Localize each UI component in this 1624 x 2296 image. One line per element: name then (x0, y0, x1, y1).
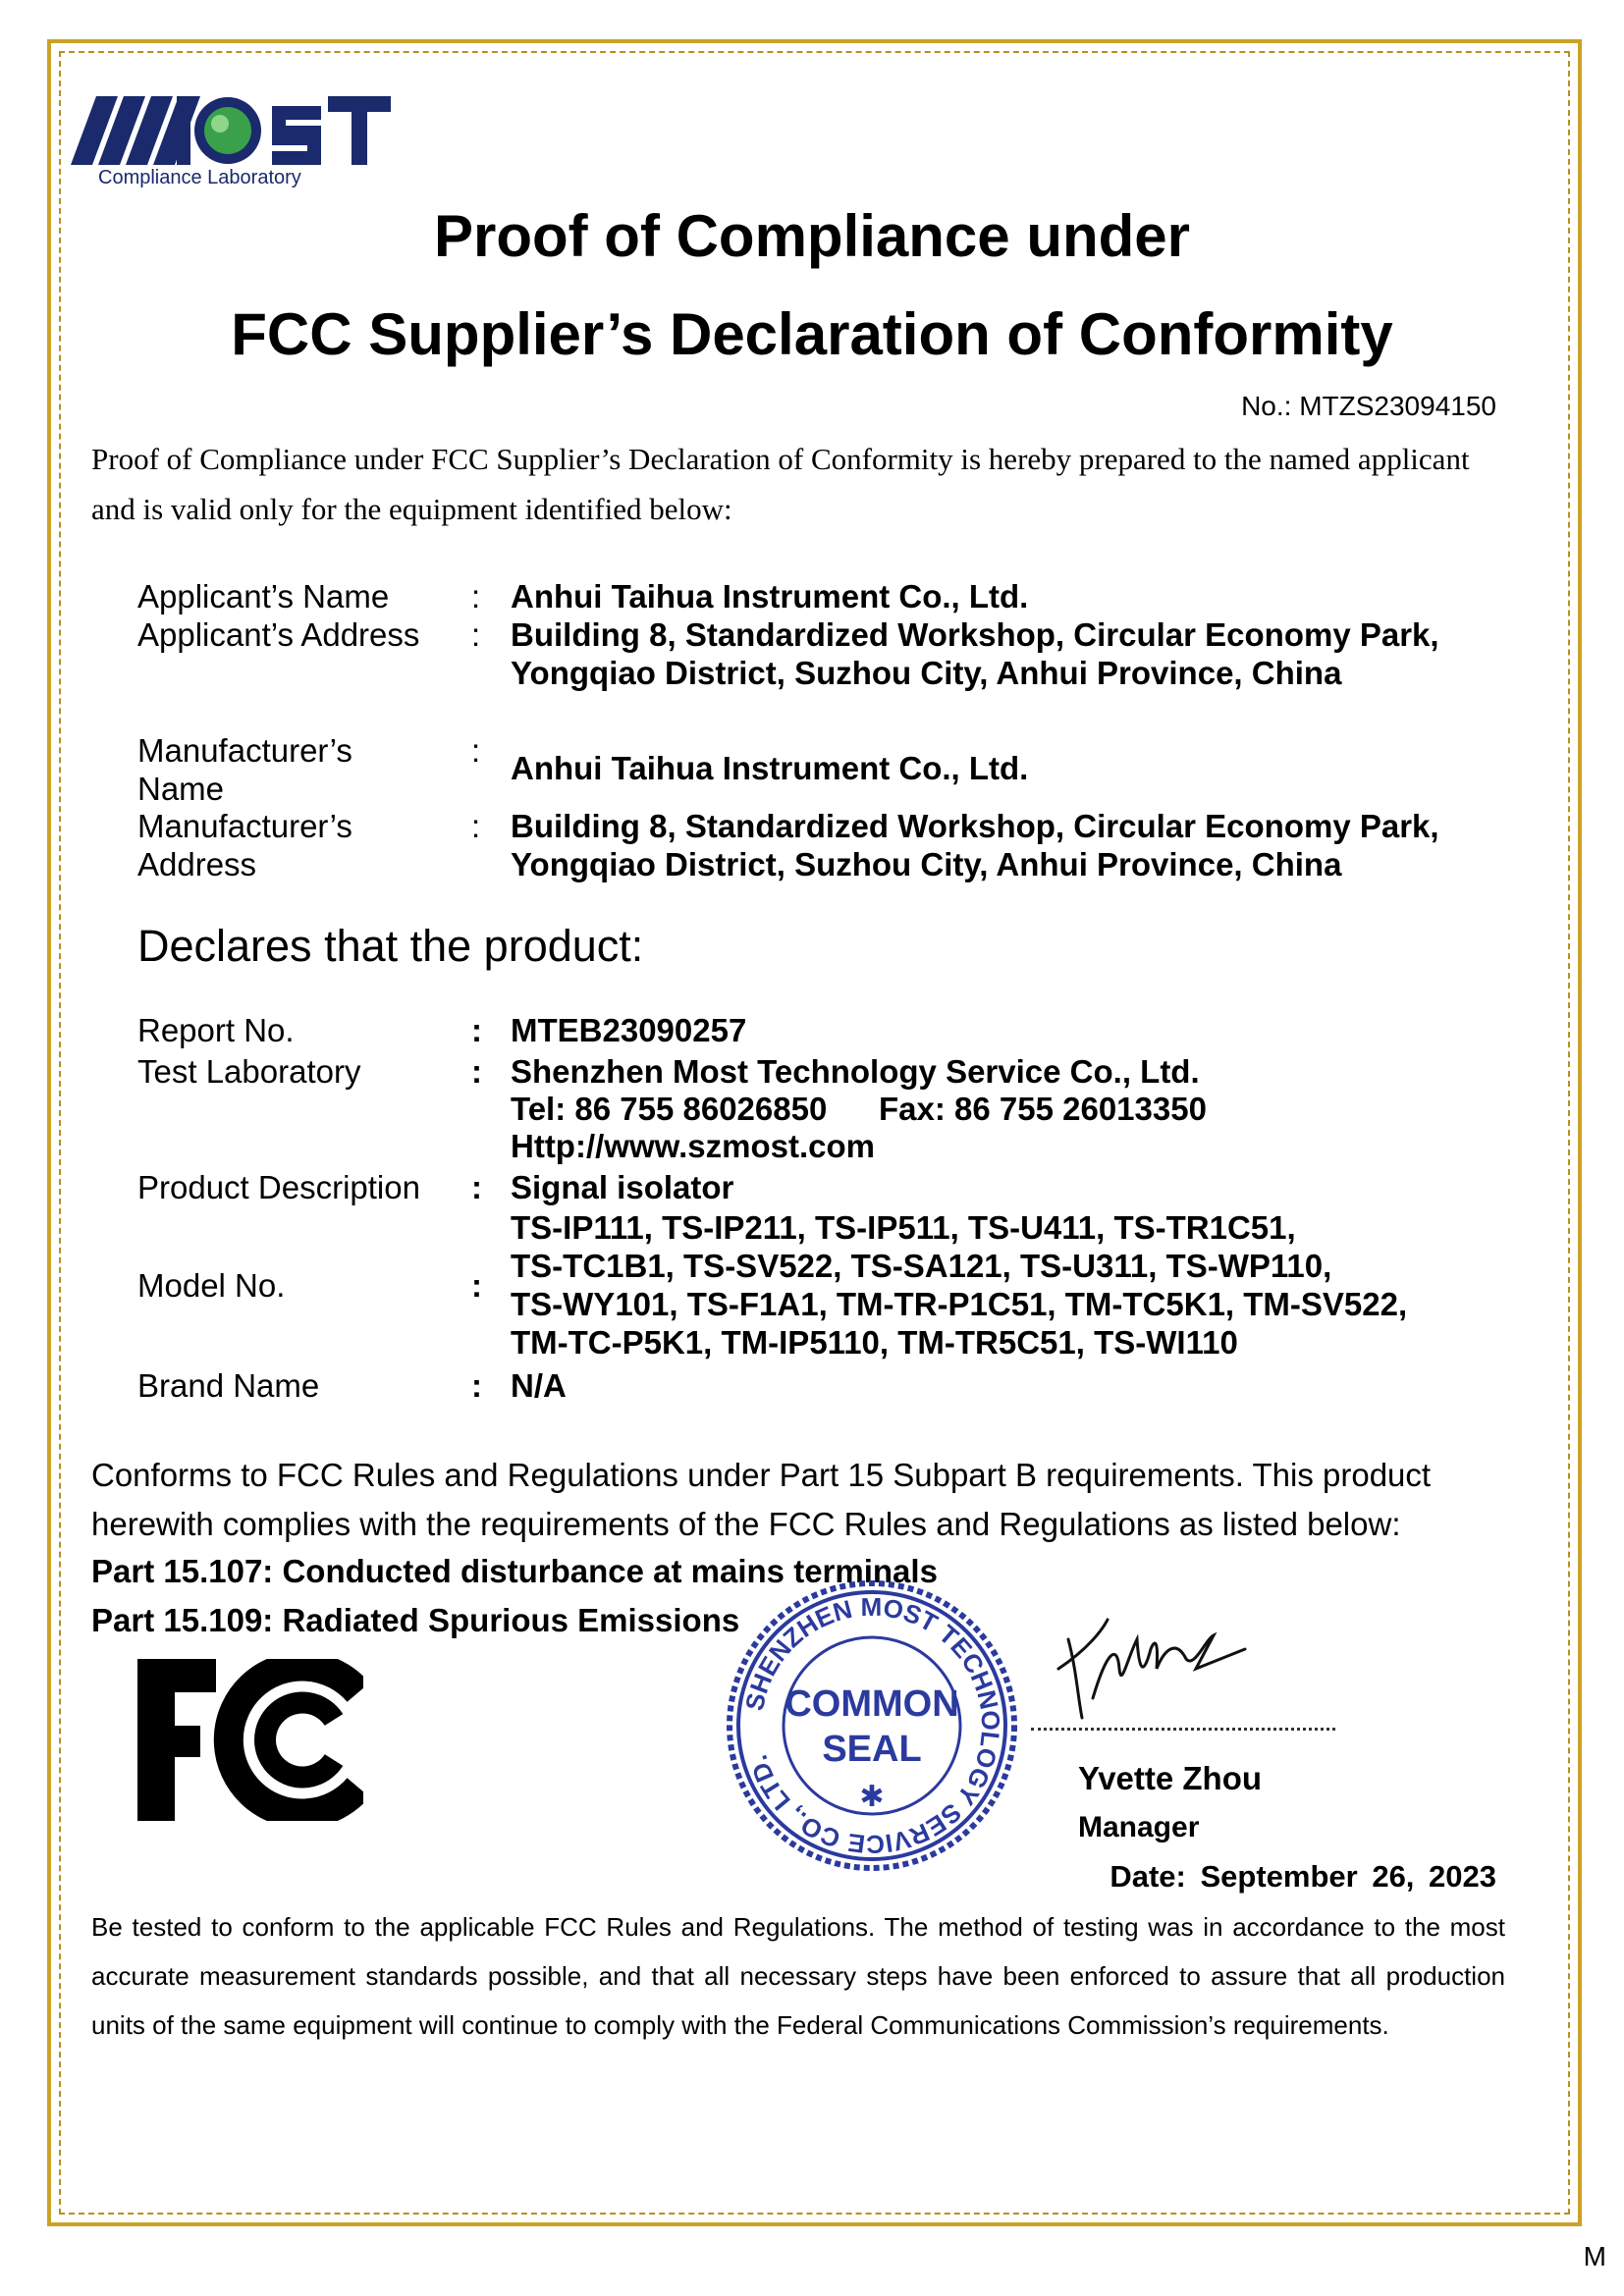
fcc-logo (137, 1659, 363, 1821)
model-list-line-2: TS-TC1B1, TS-SV522, TS-SA121, TS-U311, TS-WP110, (511, 1248, 1332, 1284)
part-15-109: Part 15.109: Radiated Spurious Emissions (91, 1602, 740, 1638)
seal-text-common: COMMON (785, 1683, 959, 1725)
manufacturer-address-label-2: Address (137, 846, 257, 882)
report-no-value: MTEB23090257 (511, 1012, 747, 1048)
manufacturer-address-line-2: Yongqiao District, Suzhou City, Anhui Province, China (511, 846, 1342, 882)
applicant-name-value: Anhui Taihua Instrument Co., Ltd. (511, 578, 1029, 614)
test-lab-url: Http://www.szmost.com (511, 1128, 875, 1164)
model-list-line-3: TS-WY101, TS-F1A1, TM-TR-P1C51, TM-TC5K1, TM-SV522, (511, 1286, 1408, 1322)
title-line-2: FCC Supplier’s Declaration of Conformity (231, 301, 1393, 367)
product-description-value: Signal isolator (511, 1169, 734, 1205)
handwritten-signature (1049, 1610, 1265, 1728)
part-15-107: Part 15.107: Conducted disturbance at mains terminals (91, 1553, 938, 1589)
logo-caption: Compliance Laboratory (98, 167, 301, 188)
brand-name-value: N/A (511, 1367, 567, 1404)
product-description-label: Product Description (137, 1169, 420, 1205)
issue-date: Date: September 26, 2023 (1110, 1859, 1496, 1894)
test-lab-fax: Fax: 86 755 26013350 (879, 1091, 1207, 1127)
colon: : (471, 1053, 482, 1090)
manufacturer-address-line-1: Building 8, Standardized Workshop, Circular Economy Park, (511, 808, 1439, 844)
applicant-name-label: Applicant’s Name (137, 578, 390, 614)
brand-name-label: Brand Name (137, 1367, 320, 1404)
conforms-line-1: Conforms to FCC Rules and Regulations under Part 15 Subpart B requirements. This product (91, 1457, 1432, 1493)
seal-star-icon: ✱ (859, 1780, 885, 1814)
signatory-name: Yvette Zhou (1078, 1760, 1263, 1796)
colon: : (471, 1267, 482, 1304)
report-no-label: Report No. (137, 1012, 295, 1048)
model-no-label: Model No. (137, 1267, 286, 1304)
intro-paragraph: Proof of Compliance under FCC Supplier’s Declaration of Conformity is hereby prepared to the named applicant and is valid only for the equipment identified below: (91, 442, 1470, 526)
manufacturer-address-label-1: Manufacturer’s (137, 808, 352, 844)
test-lab-label: Test Laboratory (137, 1053, 361, 1090)
manufacturer-name-value: Anhui Taihua Instrument Co., Ltd. (511, 750, 1029, 786)
colon: : (471, 1367, 482, 1404)
declares-heading: Declares that the product: (137, 921, 644, 971)
manufacturer-name-label-1: Manufacturer’s (137, 732, 352, 769)
conforms-line-2: herewith complies with the requirements of the FCC Rules and Regulations as listed below: (91, 1506, 1401, 1542)
seal-text-seal: SEAL (822, 1729, 922, 1770)
colon: : (471, 578, 481, 614)
seal-ring-text: SHENZHEN MOST TECHNOLOGY SERVICE CO., LTD. (739, 1591, 1006, 1860)
document-number: No.: MTZS23094150 (1241, 391, 1496, 421)
test-lab-tel: Tel: 86 755 86026850 (511, 1091, 828, 1127)
model-list-line-1: TS-IP111, TS-IP211, TS-IP511, TS-U411, TS-TR1C51, (511, 1209, 1296, 1246)
test-lab-name: Shenzhen Most Technology Service Co., Ltd. (511, 1053, 1200, 1090)
manufacturer-name-label-2: Name (137, 771, 225, 807)
colon: : (471, 1169, 482, 1205)
applicant-address-line-1: Building 8, Standardized Workshop, Circular Economy Park, (511, 616, 1439, 653)
colon: : (471, 1012, 482, 1048)
colon: : (471, 732, 481, 769)
signature-line (1031, 1728, 1335, 1731)
title-line-1: Proof of Compliance under (433, 203, 1191, 269)
colon: : (471, 808, 481, 844)
signatory-title: Manager (1078, 1811, 1200, 1843)
footer-statement: Be tested to conform to the applicable FCC Rules and Regulations. The method of testing was in accordance to the most accurate measurement standards possible, and that all necessary steps have been enforced to assure that all production units of the same equipment will continue to comply with the Federal Communications Commission’s requirements. (91, 1912, 1505, 2040)
applicant-address-label: Applicant’s Address (137, 616, 420, 653)
corner-mark: M (1583, 2241, 1606, 2271)
model-list-line-4: TM-TC-P5K1, TM-IP5110, TM-TR5C51, TS-WI110 (511, 1324, 1238, 1361)
applicant-address-line-2: Yongqiao District, Suzhou City, Anhui Province, China (511, 655, 1342, 691)
company-seal (725, 1578, 1019, 1873)
colon: : (471, 616, 481, 653)
